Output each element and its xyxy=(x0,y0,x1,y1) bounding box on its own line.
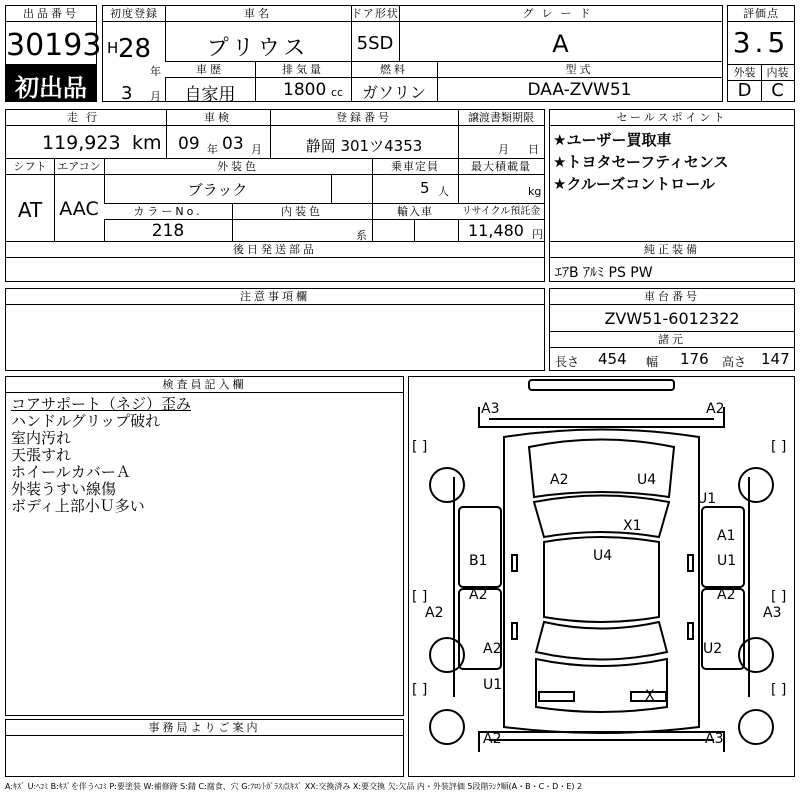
mark-left-front-door: B1 xyxy=(469,553,488,569)
later-parts-label: 後日発送部品 xyxy=(6,242,544,258)
door-type: 5SD xyxy=(356,33,394,54)
import-label: 輸入車 xyxy=(372,204,458,220)
mark-front-left: A3 xyxy=(481,401,500,417)
color-no: 218 xyxy=(151,221,185,241)
inspector-label: 検査員記入欄 xyxy=(6,377,403,393)
note-line: ボディ上部小Ｕ多い xyxy=(11,497,145,515)
damage-legend: A:ｷｽﾞ U:ﾍｺﾐ B:ｷｽﾞを伴うﾍｺﾐ P:要塗装 W:補修跡 S:錆 C:腐食、穴 G:ﾌﾛﾝﾄｶﾞﾗｽ点ｷｽﾞ XX:交換済み X:要交換 欠:欠品 内・外装評価 5段階ﾗﾝｸ順(A・B・C・D・E) 2 xyxy=(5,782,583,791)
car-body-diagram xyxy=(409,377,794,776)
km-unit: km xyxy=(132,132,162,154)
fuel-label: 燃料 xyxy=(351,62,437,78)
load-label: 最大積載量 xyxy=(458,159,544,175)
height-value: 147 xyxy=(761,350,790,368)
transfer-day-unit: 日 xyxy=(528,143,539,156)
first-listing-text: 初出品 xyxy=(15,74,87,102)
cautions-label: 注意事項欄 xyxy=(6,289,544,305)
sales-point-item: ★クルーズコントロール xyxy=(553,175,715,193)
length-label: 長さ xyxy=(555,355,580,369)
shift-label: シフト xyxy=(6,159,54,175)
car-name-label: 車名 xyxy=(165,6,351,22)
mark-right-rear-door: A2 xyxy=(717,587,736,603)
vehicle-detail-box xyxy=(5,109,545,242)
recycle-fee: 11,480 xyxy=(468,221,524,240)
first-listing-badge xyxy=(5,65,97,102)
office-label: 事務局よりご案内 xyxy=(6,720,403,736)
reg-month: 3 xyxy=(121,83,133,104)
displacement-label: 排気量 xyxy=(255,62,351,78)
left-rear-bracket: [ ] xyxy=(412,682,428,698)
capacity-label: 乗車定員 xyxy=(372,159,458,175)
sales-point-label: セールスポイント xyxy=(550,110,794,126)
plate-label: 登録番号 xyxy=(270,110,458,126)
mark-left-rear-quarter: A2 xyxy=(483,641,502,657)
insp-year-unit: 年 xyxy=(207,143,218,156)
month-unit: 月 xyxy=(150,90,161,103)
score: 3.5 xyxy=(732,26,790,59)
length-value: 454 xyxy=(598,350,627,368)
right-mid-bracket: [ ] xyxy=(771,589,787,605)
era: H xyxy=(107,39,119,57)
plate-number: 静岡 301ツ4353 xyxy=(305,137,423,155)
right-front-bracket: [ ] xyxy=(771,439,787,455)
left-front-bracket: [ ] xyxy=(412,439,428,455)
mark-hood-right: U4 xyxy=(637,472,657,488)
chassis-label: 車台番号 xyxy=(550,289,794,305)
interior-color-unit: 系 xyxy=(356,229,367,242)
color-label: 外装色 xyxy=(104,159,372,175)
interior-grade: C xyxy=(771,80,784,101)
chassis-box xyxy=(549,288,795,371)
car-name: プリウス xyxy=(206,36,310,61)
left-mid-bracket: [ ] xyxy=(412,589,428,605)
fuel: ガソリン xyxy=(361,83,426,102)
mark-right-rear-quarter: U2 xyxy=(703,641,723,657)
exterior-grade: D xyxy=(737,80,752,101)
mark-front-right: A2 xyxy=(706,401,725,417)
mark-left-rear: U1 xyxy=(483,677,503,693)
load-unit: kg xyxy=(528,185,542,198)
sales-point-box xyxy=(549,109,795,242)
right-rear-bracket: [ ] xyxy=(771,682,787,698)
cc-unit: cc xyxy=(331,86,344,99)
mark-hood-left: A2 xyxy=(550,472,569,488)
grade: A xyxy=(552,30,569,58)
shift: AT xyxy=(17,198,43,222)
sales-point-item: ★ユーザー買取車 xyxy=(553,131,672,149)
mileage-label: 走行 xyxy=(6,110,166,126)
yen-unit: 円 xyxy=(532,228,543,241)
exterior-color: ブラック xyxy=(187,181,248,199)
interior-label: 内装 xyxy=(761,65,794,81)
history: 自家用 xyxy=(184,85,236,105)
mark-right-front-door-u: U1 xyxy=(717,553,737,569)
score-label: 評価点 xyxy=(728,6,794,22)
mark-rear-right: A3 xyxy=(705,731,724,747)
equipment-value: ｴｱB ｱﾙﾐ PS PW xyxy=(555,265,653,281)
sales-point-list xyxy=(553,129,728,195)
inspector-box xyxy=(5,376,404,716)
door-label: ドア形状 xyxy=(351,7,399,20)
mark-left-side: A2 xyxy=(425,605,444,621)
mark-right-front-door-a: A1 xyxy=(717,528,736,544)
exterior-label: 外装 xyxy=(728,65,761,81)
lot-number: 30193 xyxy=(6,28,102,63)
grade-label: グレード xyxy=(399,6,722,22)
office-box xyxy=(5,719,404,777)
inspection-label: 車検 xyxy=(166,110,270,126)
note-line: 天張すれ xyxy=(11,446,72,464)
color-no-label: カラーNo. xyxy=(104,204,232,220)
equipment-box xyxy=(549,241,795,282)
sales-point-item: ★トヨタセーフティセンス xyxy=(553,153,729,171)
transfer-label: 譲渡書類期限 xyxy=(458,110,544,126)
width-label: 幅 xyxy=(646,355,659,369)
transfer-month-unit: 月 xyxy=(498,143,509,156)
dims-label: 諸元 xyxy=(550,332,794,348)
mark-right-front-fender: U1 xyxy=(697,491,717,507)
score-box xyxy=(727,5,795,102)
inspector-notes xyxy=(11,396,191,515)
equipment-label: 純正装備 xyxy=(550,242,794,258)
insp-month: 03 xyxy=(222,134,244,154)
model-label: 型式 xyxy=(437,62,722,78)
reg-year: 28 xyxy=(118,34,152,64)
note-line: ホイールカバーＡ xyxy=(11,463,131,481)
capacity-unit: 人 xyxy=(438,185,449,198)
ac-label: エアコン xyxy=(54,159,104,175)
note-line: ハンドルグリップ破れ xyxy=(11,412,161,430)
displacement: 1800 xyxy=(283,80,327,100)
width-value: 176 xyxy=(680,350,709,368)
cautions-box xyxy=(5,288,545,371)
insp-month-unit: 月 xyxy=(251,143,262,156)
insp-year: 09 xyxy=(178,134,200,154)
lot-number-box xyxy=(5,5,102,65)
ac: AAC xyxy=(59,198,99,220)
reg-label: 初度登録 xyxy=(103,6,165,22)
mark-left-rear-door: A2 xyxy=(469,587,488,603)
mark-right-side: A3 xyxy=(763,605,782,621)
mark-roof: X1 xyxy=(623,518,642,534)
capacity: 5 xyxy=(420,179,430,197)
mileage: 119,923 xyxy=(42,132,121,154)
later-parts-box xyxy=(5,241,545,282)
vehicle-header-box xyxy=(102,5,723,105)
mark-roof-dent: U4 xyxy=(593,548,613,564)
note-line: コアサポート（ネジ）歪み xyxy=(11,395,192,413)
chassis-number: ZVW51-6012322 xyxy=(604,309,740,328)
model: DAA-ZVW51 xyxy=(527,80,632,100)
mark-trunk: X xyxy=(645,688,655,704)
car-diagram-box xyxy=(408,376,795,777)
recycle-label: リサイクル預託金 xyxy=(458,204,544,220)
year-unit: 年 xyxy=(150,65,161,78)
note-line: 室内汚れ xyxy=(11,429,72,447)
height-label: 高さ xyxy=(722,355,747,369)
history-label: 車歴 xyxy=(165,62,255,78)
mark-rear-left: A2 xyxy=(483,731,502,747)
note-line: 外装うすい線傷 xyxy=(11,480,117,498)
lot-number-label: 出品番号 xyxy=(6,6,96,22)
interior-color-label: 内装色 xyxy=(232,204,372,220)
